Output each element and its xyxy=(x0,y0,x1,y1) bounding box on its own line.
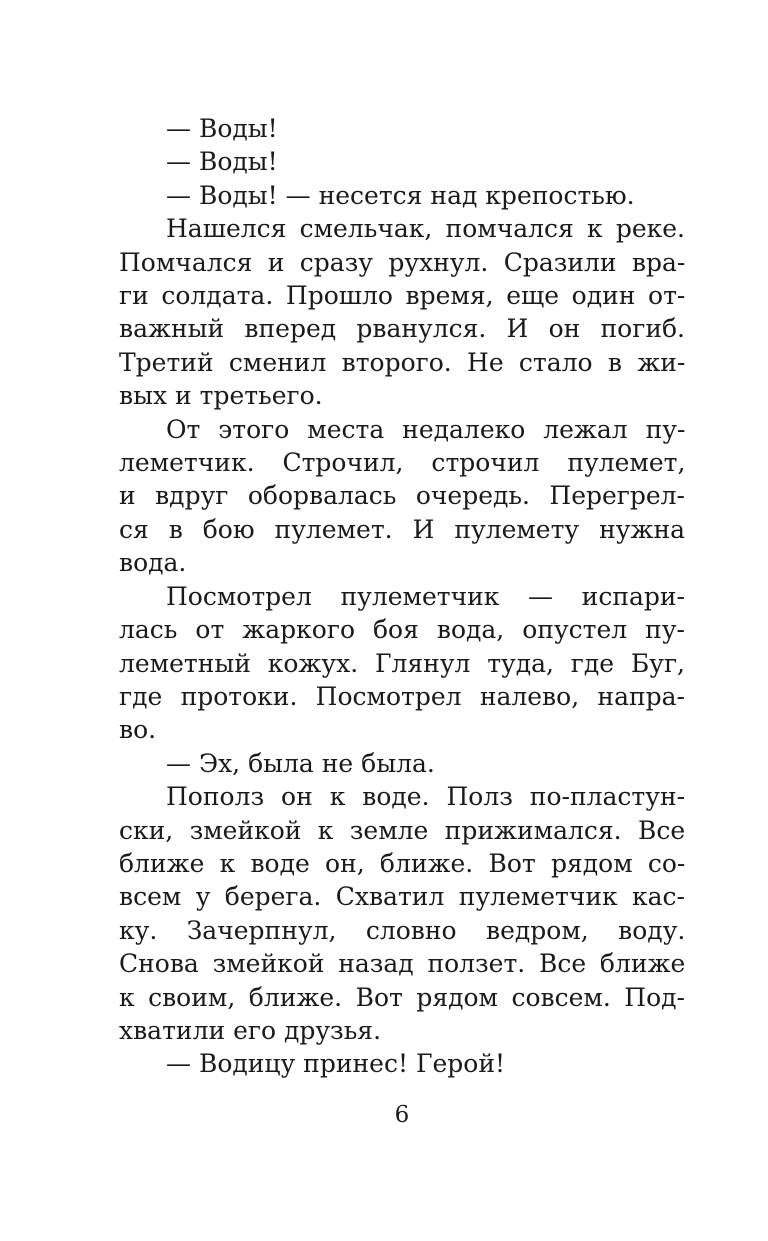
paragraph xyxy=(119,1047,685,1080)
text-line: От этого места недалеко лежал пу- xyxy=(166,414,686,444)
text-line: и вдруг оборвалась очередь. Перегрел- xyxy=(119,481,686,511)
text-line: Снова змейкой назад ползет. Все ближе xyxy=(119,949,686,979)
text-line: вода. xyxy=(119,548,187,578)
text-line: Пополз он к воде. Полз по-пластун- xyxy=(166,782,686,812)
paragraph xyxy=(119,413,685,580)
text-line: — Воды! xyxy=(166,147,278,177)
text-line: ку. Зачерпнул, словно ведром, воду. xyxy=(119,915,686,945)
text-line: ся в бою пулемет. И пулемету нужна xyxy=(119,514,686,544)
text-line: во. xyxy=(119,715,157,745)
text-line: леметный кожух. Глянул туда, где Буг, xyxy=(119,648,685,678)
paragraph xyxy=(119,780,685,1047)
text-line: леметчик. Строчил, строчил пулемет, xyxy=(119,448,686,478)
paragraph xyxy=(119,112,685,145)
body-text xyxy=(119,112,685,1081)
text-line: — Воды! xyxy=(166,114,278,143)
text-line: к своим, ближе. Вот рядом совсем. Под- xyxy=(119,982,685,1012)
text-line: ги солдата. Прошло время, еще один от- xyxy=(119,281,686,311)
paragraph xyxy=(119,747,685,780)
text-line: хватили его друзья. xyxy=(119,1015,382,1045)
paragraph xyxy=(119,212,685,412)
text-line: — Водицу принес! Герой! xyxy=(166,1049,506,1079)
paragraph xyxy=(119,179,685,212)
text-line: Помчался и сразу рухнул. Сразили вра- xyxy=(119,247,686,277)
text-line: где протоки. Посмотрел налево, напра- xyxy=(119,681,685,711)
text-line: всем у берега. Схватил пулеметчик кас- xyxy=(119,882,685,912)
text-line: ски, змейкой к земле прижимался. Все xyxy=(119,815,686,845)
text-line: Посмотрел пулеметчик — испари- xyxy=(166,581,685,611)
text-line: лась от жаркого боя вода, опустел пу- xyxy=(119,615,685,645)
paragraph xyxy=(119,580,685,747)
text-line: Нашелся смельчак, помчался к реке. xyxy=(166,214,685,244)
text-line: — Воды! — несется над крепостью. xyxy=(166,180,635,210)
text-line: Третий сменил второго. Не стало в жи- xyxy=(119,347,686,377)
text-line: — Эх, была не была. xyxy=(166,748,435,778)
text-line: важный вперед рванулся. И он погиб. xyxy=(119,314,685,344)
page-number: 6 xyxy=(394,1102,410,1128)
paragraph xyxy=(119,145,685,178)
text-line: вых и третьего. xyxy=(119,381,323,411)
text-line: ближе к воде он, ближе. Вот рядом со- xyxy=(119,848,686,878)
